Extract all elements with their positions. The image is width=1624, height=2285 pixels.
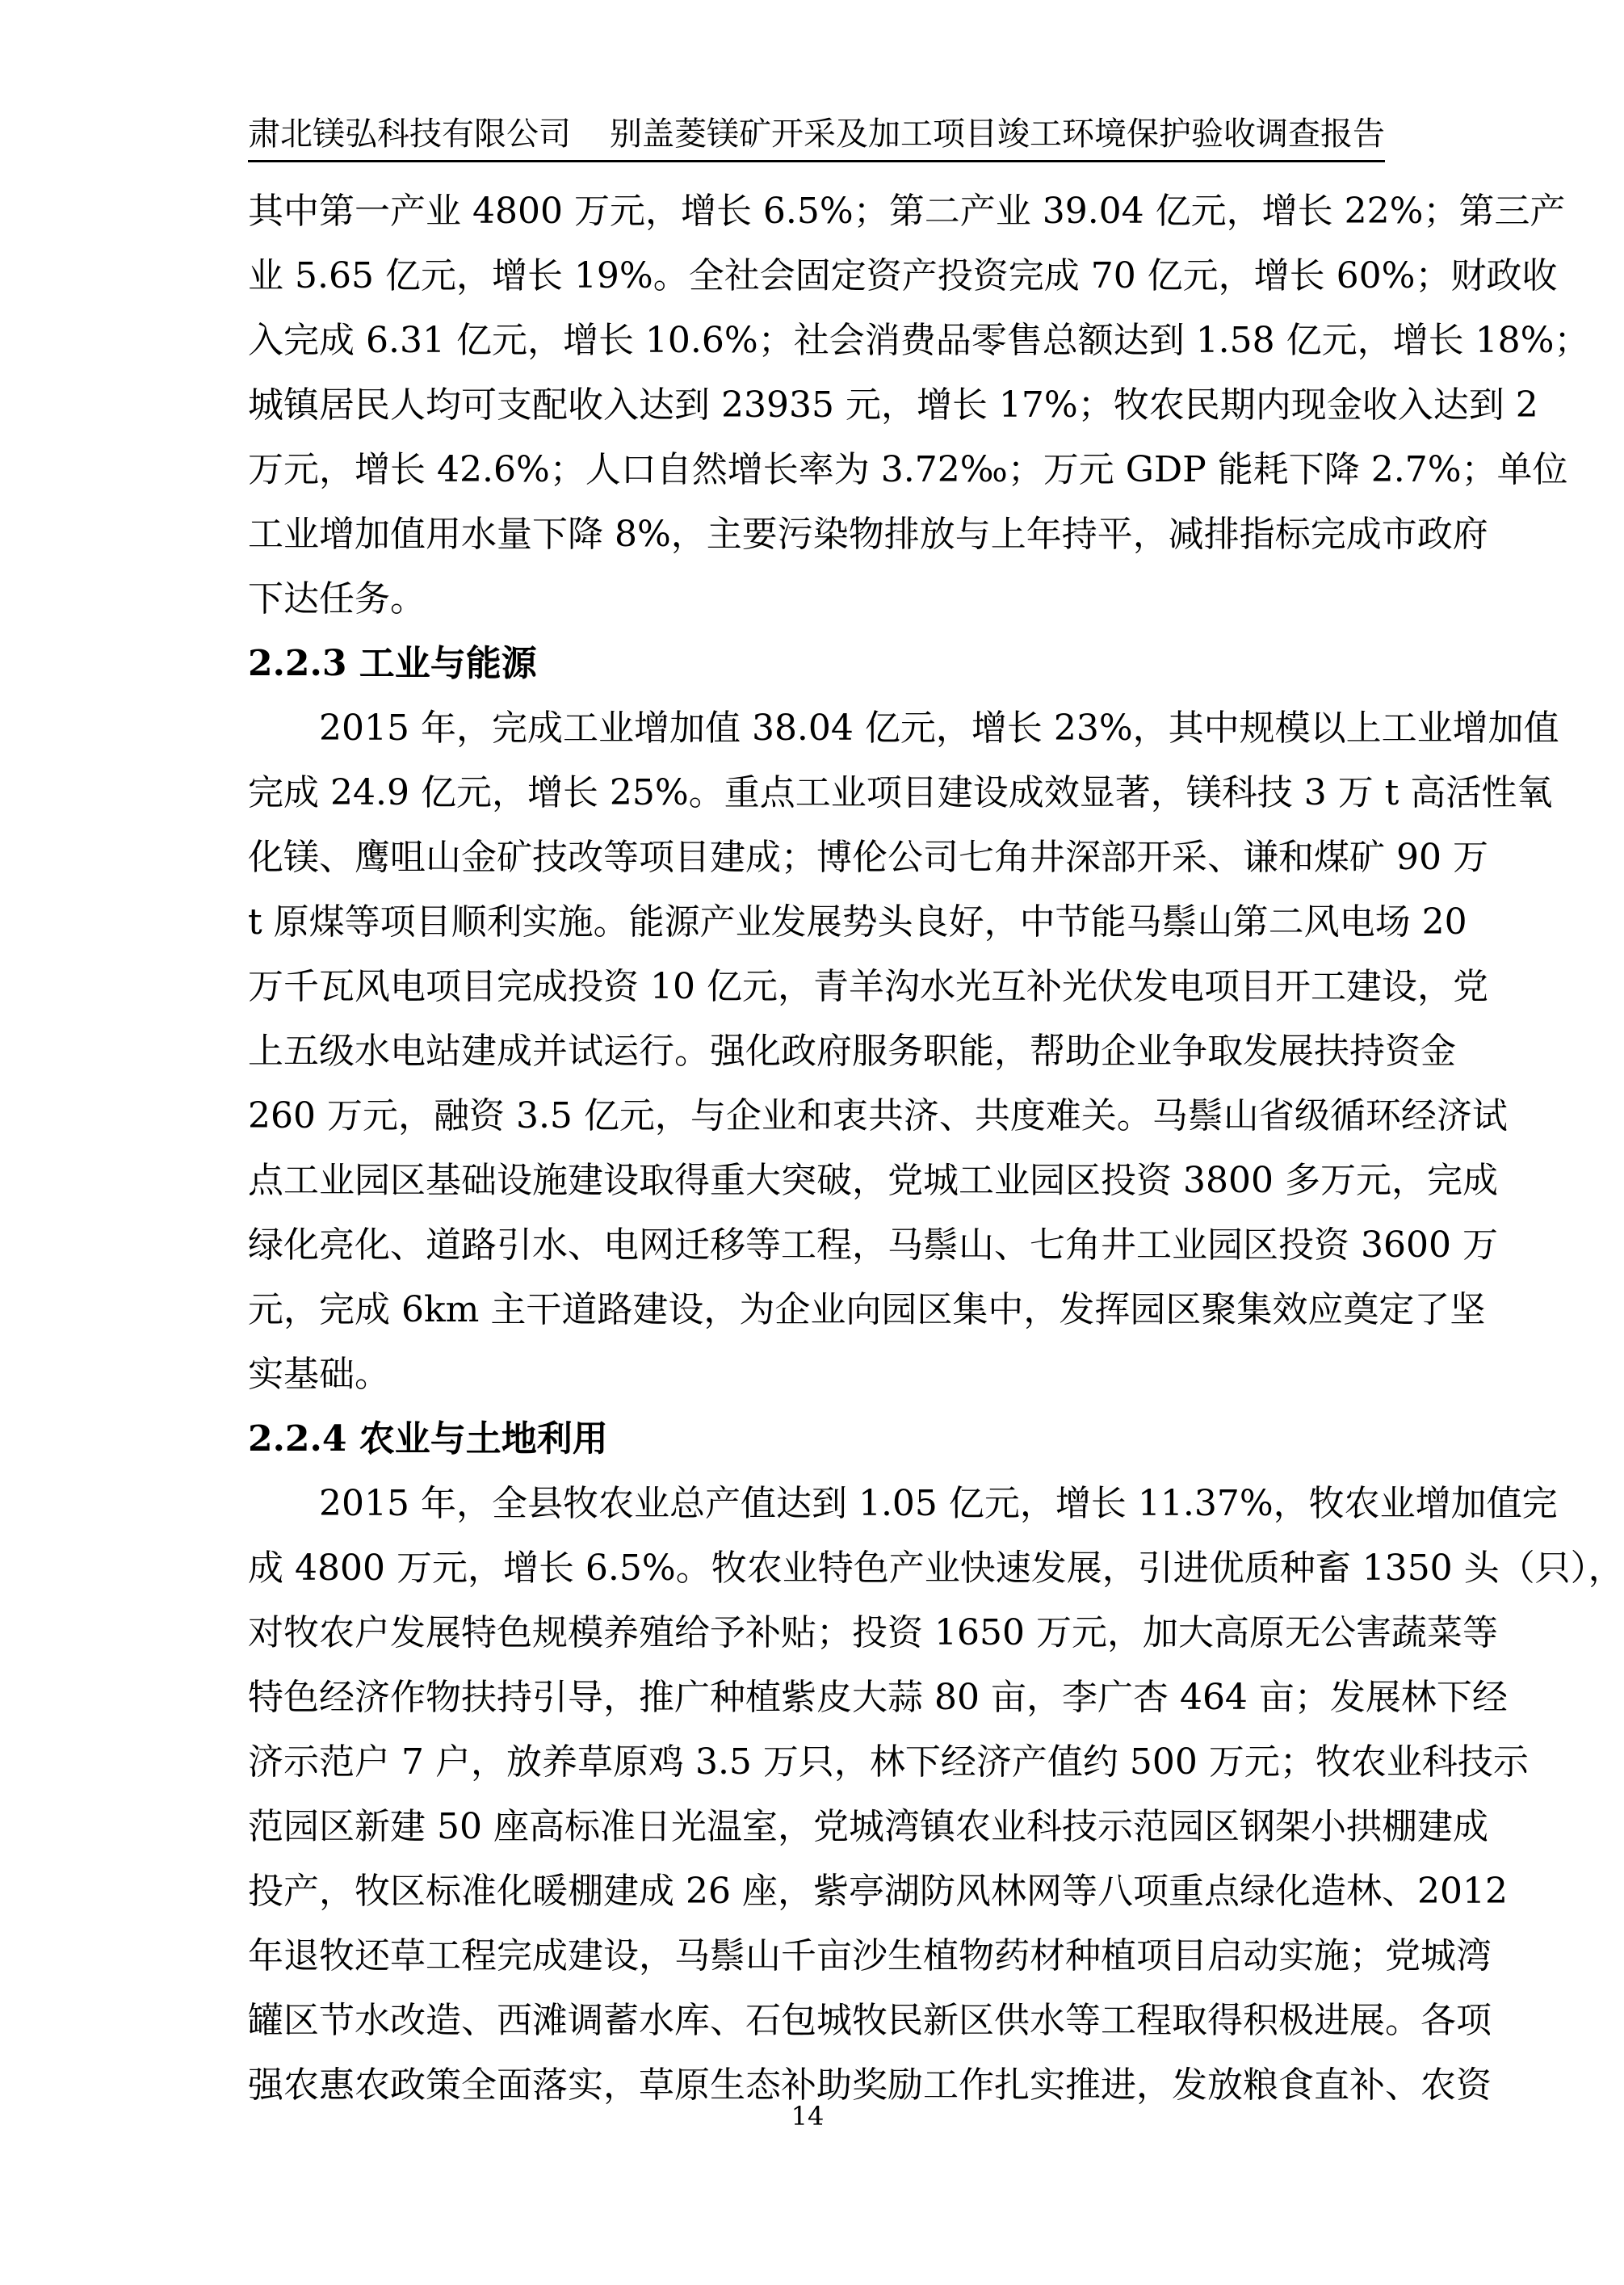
text-line: 化镁、鹰咀山金矿技改等项目建成；博伦公司七角井深部开采、谦和煤矿 90 万 — [248, 837, 1488, 878]
text-line: 点工业园区基础设施建设取得重大突破，党城工业园区投资 3800 多万元，完成 — [248, 1160, 1498, 1201]
text-line: 业 5.65 亿元，增长 19%。全社会固定资产投资完成 70 亿元，增长 60%；财政收 — [248, 255, 1558, 296]
paragraph-agriculture-land — [248, 1472, 1624, 2118]
text-line: 济示范户 7 户，放养草原鸡 3.5 万只，林下经济产值约 500 万元；牧农业科技示 — [248, 1741, 1529, 1783]
text-line: 成 4800 万元，增长 6.5%。牧农业特色产业快速发展，引进优质种畜 1350 头（只）， — [248, 1548, 1624, 1589]
paragraph-economy-summary — [248, 179, 1590, 632]
text-line: 其中第一产业 4800 万元，增长 6.5%；第二产业 39.04 亿元，增长 22%；第三产 — [248, 191, 1566, 232]
text-line: 上五级水电站建成并试运行。强化政府服务职能，帮助企业争取发展扶持资金 — [248, 1031, 1456, 1072]
text-line: 完成 24.9 亿元，增长 25%。重点工业项目建设成效显著，镁科技 3 万 t 高活性氧 — [248, 772, 1553, 813]
text-line: 城镇居民人均可支配收入达到 23935 元，增长 17%；牧农民期内现金收入达到 2 — [248, 384, 1538, 426]
text-line: 下达任务。 — [248, 578, 426, 620]
header-report-title: 别盖菱镁矿开采及加工项目竣工环境保护验收调查报告 — [610, 116, 1385, 153]
text-line: 实基础。 — [248, 1354, 390, 1395]
page-header — [248, 111, 1385, 162]
body-content — [248, 179, 1624, 2118]
text-line: 万元，增长 42.6%；人口自然增长率为 3.72‰；万元 GDP 能耗下降 2.7%；单位 — [248, 449, 1568, 490]
text-line: 入完成 6.31 亿元，增长 10.6%；社会消费品零售总额达到 1.58 亿元，增长 18%； — [248, 320, 1590, 361]
section-heading-industry-energy: 2.2.3 工业与能源 — [248, 643, 537, 684]
text-line: 罐区节水改造、西滩调蓄水库、石包城牧民新区供水等工程取得积极进展。各项 — [248, 2000, 1492, 2041]
text-line: 2015 年，完成工业增加值 38.04 亿元，增长 23%，其中规模以上工业增加值 — [319, 708, 1559, 749]
paragraph-industry-energy — [248, 696, 1559, 1407]
text-line: 特色经济作物扶持引导，推广种植紫皮大蒜 80 亩，李广杏 464 亩；发展林下经 — [248, 1677, 1508, 1718]
text-line: 工业增加值用水量下降 8%，主要污染物排放与上年持平，减排指标完成市政府 — [248, 514, 1488, 555]
text-line: t 原煤等项目顺利实施。能源产业发展势头良好，中节能马鬃山第二风电场 20 — [248, 901, 1467, 943]
text-line: 绿化亮化、道路引水、电网迁移等工程，马鬃山、七角井工业园区投资 3600 万 — [248, 1224, 1498, 1266]
text-line: 年退牧还草工程完成建设，马鬃山千亩沙生植物药材种植项目启动实施；党城湾 — [248, 1935, 1492, 1976]
header-company-name: 肃北镁弘科技有限公司 — [248, 116, 571, 153]
text-line: 范园区新建 50 座高标准日光温室，党城湾镇农业科技示范园区钢架小拱棚建成 — [248, 1806, 1488, 1847]
text-line: 260 万元，融资 3.5 亿元，与企业和衷共济、共度难关。马鬃山省级循环经济试 — [248, 1095, 1508, 1136]
text-line: 强农惠农政策全面落实，草原生态补助奖励工作扎实推进，发放粮食直补、农资 — [248, 2064, 1492, 2106]
text-line: 对牧农户发展特色规模养殖给予补贴；投资 1650 万元，加大高原无公害蔬菜等 — [248, 1612, 1498, 1653]
text-line: 万千瓦风电项目完成投资 10 亿元，青羊沟水光互补光伏发电项目开工建设，党 — [248, 966, 1488, 1007]
text-line: 元，完成 6km 主干道路建设，为企业向园区集中，发挥园区聚集效应奠定了坚 — [248, 1289, 1486, 1330]
section-heading-agriculture-land: 2.2.4 农业与土地利用 — [248, 1418, 608, 1460]
text-line: 投产，牧区标准化暖棚建成 26 座，紫亭湖防风林网等八项重点绿化造林、2012 — [248, 1871, 1508, 1912]
text-line: 2015 年，全县牧农业总产值达到 1.05 亿元，增长 11.37%，牧农业增加值完 — [319, 1483, 1558, 1524]
page-number: 14 — [791, 2101, 825, 2132]
